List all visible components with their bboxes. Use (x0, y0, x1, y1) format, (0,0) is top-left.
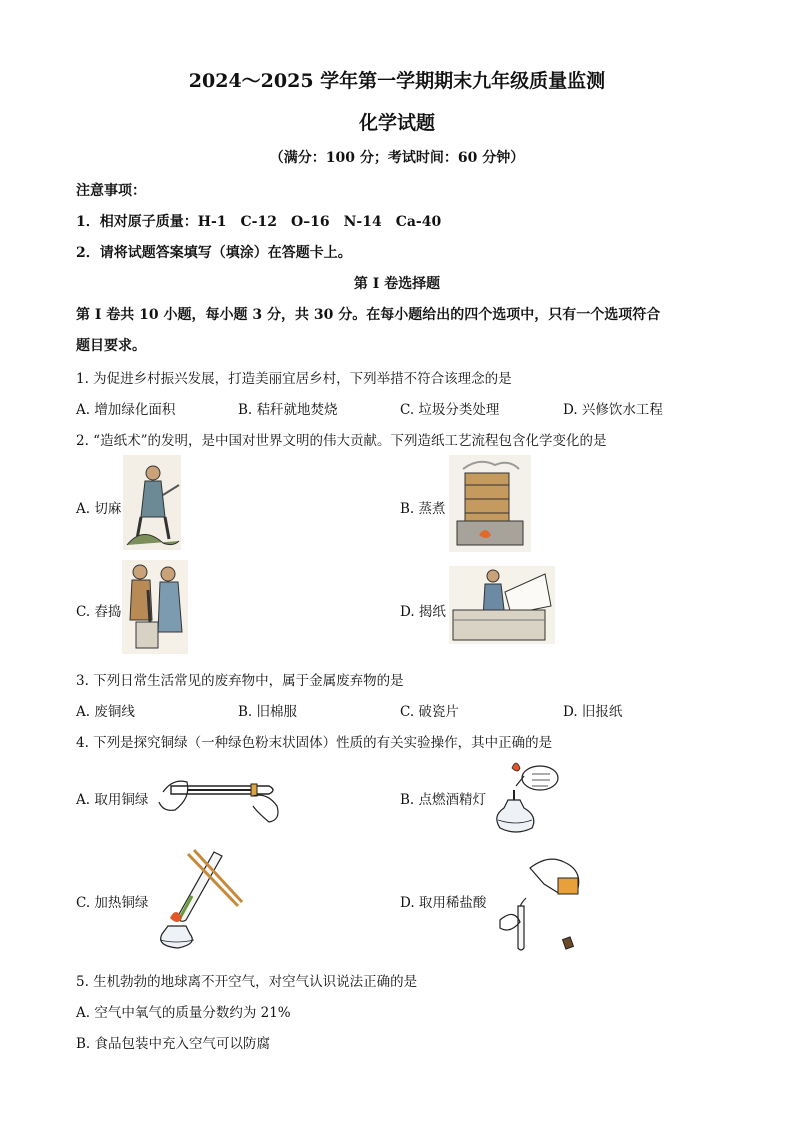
question-4-option-b[interactable]: B. 点燃酒精灯 (400, 792, 487, 808)
question-1-option-a[interactable]: A. 增加绿化面积 (76, 402, 176, 418)
question-4-option-d[interactable]: D. 取用稀盐酸 (400, 895, 487, 911)
cutting-hemp-illustration (123, 455, 181, 550)
notes-item-1: 1．相对原子质量：H-1 C-12 O–16 N-14 Ca-40 (76, 214, 442, 230)
pouring-acid-illustration (490, 848, 586, 954)
question-4-option-a[interactable]: A. 取用铜绿 (76, 792, 149, 808)
section-instruction-2: 题目要求。 (76, 338, 146, 354)
question-1-option-b[interactable]: B. 秸秆就地焚烧 (238, 402, 338, 418)
section-instruction-1: 第 I 卷共 10 小题，每小题 3 分，共 30 分。在每小题给出的四个选项中，只有一个选项符合 (76, 307, 661, 323)
question-3-option-c[interactable]: C. 破瓷片 (400, 704, 459, 720)
question-3-stem: 3. 下列日常生活常见的废弃物中，属于金属废弃物的是 (76, 673, 404, 689)
question-3-option-a[interactable]: A. 废铜线 (76, 704, 135, 720)
question-2-stem: 2. “造纸术”的发明，是中国对世界文明的伟大贡献。下列造纸工艺流程包含化学变化的是 (76, 433, 607, 449)
question-2-option-b[interactable]: B. 蒸煮 (400, 501, 446, 517)
peeling-paper-illustration (449, 566, 555, 644)
steaming-vat-illustration (449, 455, 531, 552)
question-5-stem: 5. 生机勃勃的地球离不开空气，对空气认识说法正确的是 (76, 974, 418, 990)
exam-title: 2024～2025 学年第一学期期末九年级质量监测 (188, 70, 606, 92)
question-2-option-d[interactable]: D. 揭纸 (400, 604, 446, 620)
notes-item-2: 2．请将试题答案填写（填涂）在答题卡上。 (76, 245, 352, 261)
question-5-option-b[interactable]: B. 食品包装中充入空气可以防腐 (76, 1036, 271, 1052)
question-3-option-d[interactable]: D. 旧报纸 (563, 704, 623, 720)
test-tube-powder-illustration (157, 762, 285, 826)
question-2-option-c[interactable]: C. 舂捣 (76, 604, 122, 620)
lighting-alcohol-lamp-illustration (488, 756, 564, 836)
heating-test-tube-illustration (148, 846, 244, 950)
exam-subject: 化学试题 (358, 112, 435, 134)
question-5-option-a[interactable]: A. 空气中氧气的质量分数约为 21% (76, 1005, 291, 1021)
question-1-stem: 1. 为促进乡村振兴发展，打造美丽宜居乡村，下列举措不符合该理念的是 (76, 371, 512, 387)
question-4-option-c[interactable]: C. 加热铜绿 (76, 895, 149, 911)
notes-heading: 注意事项： (76, 183, 146, 199)
exam-info: （满分：100 分；考试时间：60 分钟） (269, 150, 525, 166)
question-4-stem: 4. 下列是探究铜绿（一种绿色粉末状固体）性质的有关实验操作，其中正确的是 (76, 735, 553, 751)
question-3-option-b[interactable]: B. 旧棉服 (238, 704, 298, 720)
pounding-illustration (122, 560, 188, 654)
question-2-option-a[interactable]: A. 切麻 (76, 501, 122, 517)
section-title: 第 I 卷选择题 (353, 276, 441, 292)
question-1-option-c[interactable]: C. 垃圾分类处理 (400, 402, 500, 418)
question-1-option-d[interactable]: D. 兴修饮水工程 (563, 402, 663, 418)
